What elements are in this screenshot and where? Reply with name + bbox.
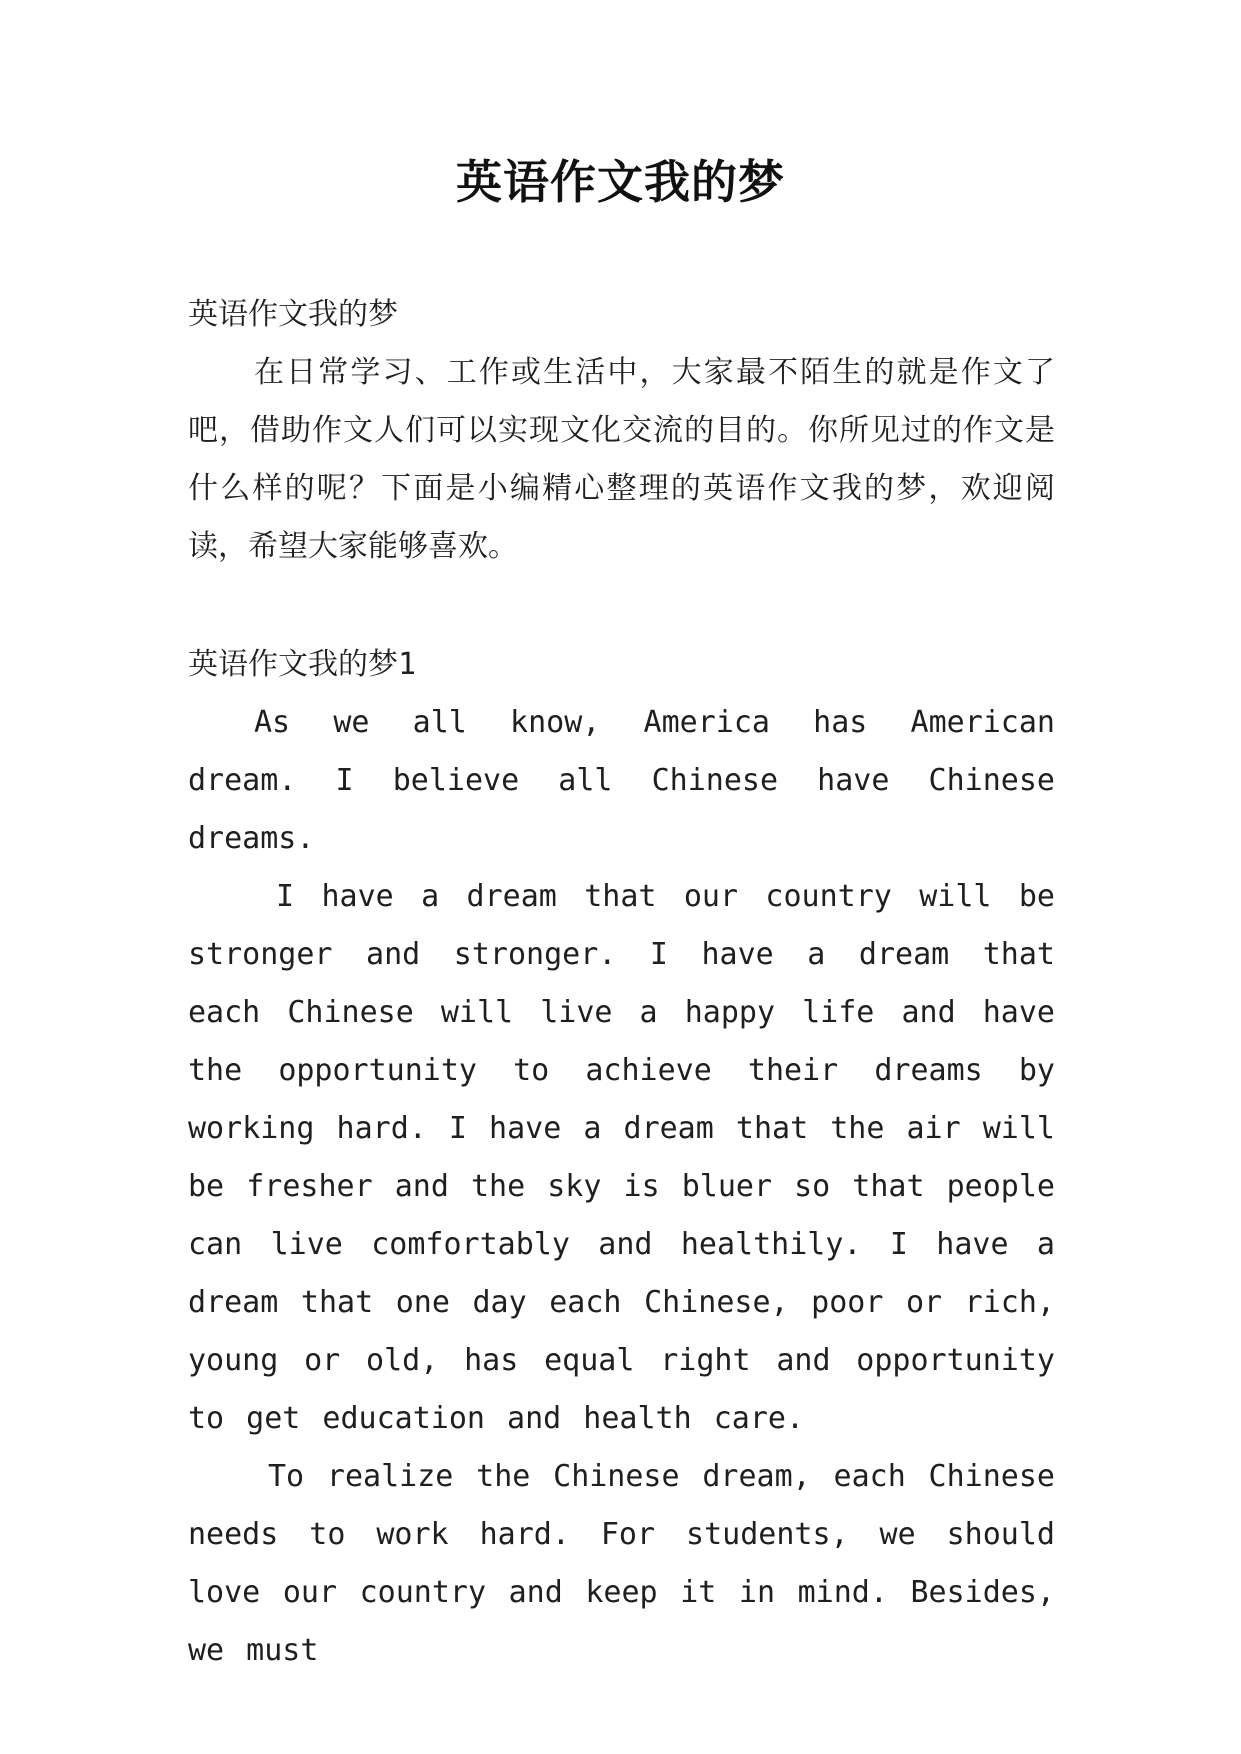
essay-paragraph-2: I have a dream that our country will be stronger and stronger. I have a dream that each Chinese will live a happy life and have the opportunity to achieve their dreams by working hard. I have a dream that the air will be fresher and the sky is bluer so that people can live comfortably and healthily. I have a dream that one day each Chinese, poor or rich, young or old, has equal right and opportunity to get education and health care.: [188, 879, 1055, 1436]
essay-paragraph-1: As we all know, America has American dream. I believe all Chinese have Chinese dreams.: [188, 705, 1055, 856]
intro-section: [188, 286, 1055, 576]
intro-heading: 英语作文我的梦: [188, 297, 398, 332]
essay-section: [188, 636, 1055, 1680]
essay-paragraph-3: To realize the Chinese dream, each Chinese needs to work hard. For students, we should love our country and keep it in mind. Besides, we must: [188, 1459, 1055, 1668]
document-title: 英语作文我的梦: [456, 155, 785, 209]
section-heading: 英语作文我的梦1: [188, 647, 417, 682]
intro-paragraph: 在日常学习、工作或生活中，大家最不陌生的就是作文了吧，借助作文人们可以实现文化交流的目的。你所见过的作文是什么样的呢？下面是小编精心整理的英语作文我的梦，欢迎阅读，希望大家能够喜欢。: [188, 355, 1055, 564]
